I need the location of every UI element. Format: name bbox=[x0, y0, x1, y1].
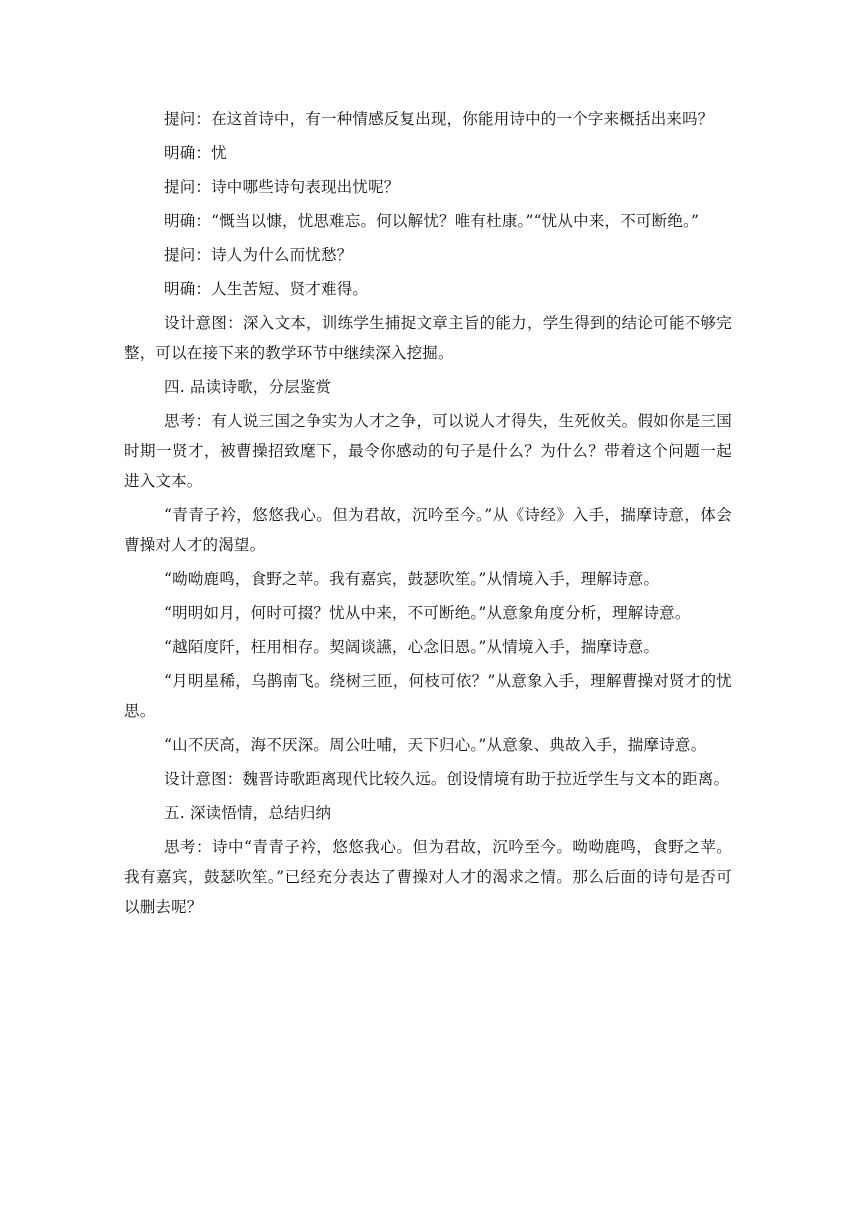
poem-analysis-paragraph: “呦呦鹿鸣，食野之苹。我有嘉宾，鼓瑟吹笙。”从情境入手，理解诗意。 bbox=[164, 570, 660, 588]
poem-analysis-paragraph: “青青子衿，悠悠我心。但为君故，沉吟至今。”从《诗经》入手，揣摩诗意，体会曹操对人才的渴望。 bbox=[124, 506, 732, 554]
design-intent-paragraph: 设计意图：魏晋诗歌距离现代比较久远。创设情境有助于拉近学生与文本的距离。 bbox=[164, 770, 730, 788]
thinking-paragraph: 思考：诗中“青青子衿，悠悠我心。但为君故，沉吟至今。呦呦鹿鸣，食野之苹。我有嘉宾，鼓瑟吹笙。”已经充分表达了曹操对人才的渴求之情。那么后面的诗句是否可以删去呢？ bbox=[124, 838, 732, 916]
question-paragraph: 提问：在这首诗中，有一种情感反复出现，你能用诗中的一个字来概括出来吗？ bbox=[164, 110, 714, 128]
poem-analysis-paragraph: “越陌度阡，枉用相存。契阔谈讌，心念旧恩。”从情境入手，揣摩诗意。 bbox=[164, 638, 660, 656]
answer-paragraph: 明确：忧 bbox=[164, 144, 227, 162]
question-paragraph: 提问：诗中哪些诗句表现出忧呢？ bbox=[164, 178, 400, 196]
question-paragraph: 提问：诗人为什么而忧愁？ bbox=[164, 246, 353, 264]
poem-analysis-paragraph: “明明如月，何时可掇？忧从中来，不可断绝。”从意象角度分析，理解诗意。 bbox=[164, 604, 691, 622]
section-heading: 五. 深读悟情，总结归纳 bbox=[164, 804, 332, 822]
poem-analysis-paragraph: “山不厌高，海不厌深。周公吐哺，天下归心。”从意象、典故入手，揣摩诗意。 bbox=[164, 736, 707, 754]
answer-paragraph: 明确：“慨当以慷，忧思难忘。何以解忧？唯有杜康。”“忧从中来，不可断绝。” bbox=[164, 212, 700, 230]
poem-analysis-paragraph: “月明星稀，乌鹊南飞。绕树三匝，何枝可依？”从意象入手，理解曹操对贤才的忧思。 bbox=[124, 672, 732, 720]
answer-paragraph: 明确：人生苦短、贤才难得。 bbox=[164, 280, 369, 298]
section-heading: 四. 品读诗歌，分层鉴赏 bbox=[164, 378, 332, 396]
thinking-paragraph: 思考：有人说三国之争实为人才之争，可以说人才得失，生死攸关。假如你是三国时期一贤才，被曹操招致麾下，最令你感动的句子是什么？为什么？带着这个问题一起进入文本。 bbox=[124, 412, 732, 490]
design-intent-paragraph: 设计意图：深入文本，训练学生捕捉文章主旨的能力，学生得到的结论可能不够完整，可以在接下来的教学环节中继续深入挖掘。 bbox=[124, 314, 732, 362]
